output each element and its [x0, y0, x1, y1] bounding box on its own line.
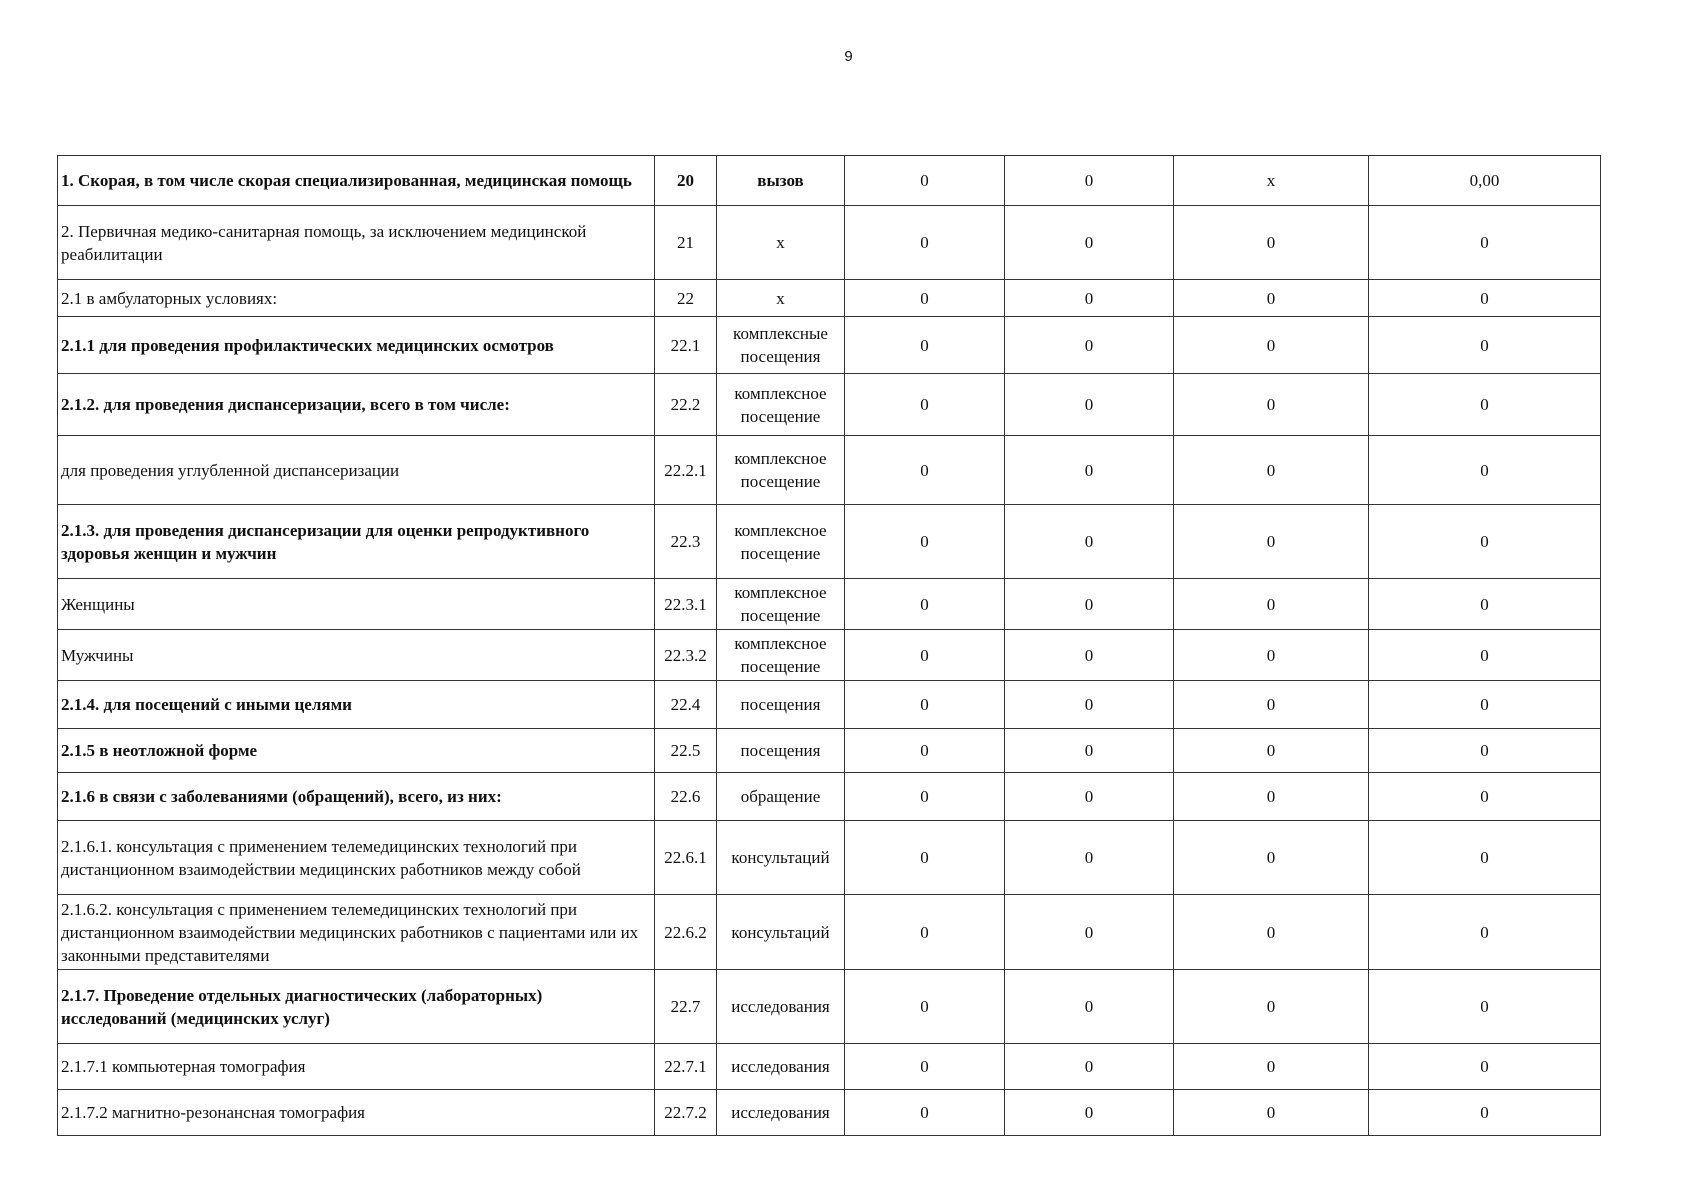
row-value-2-cell: 0	[1005, 630, 1174, 681]
table-row	[58, 317, 1601, 374]
row-name-cell: для проведения углубленной диспансеризации	[58, 436, 655, 505]
row-value-2-cell: 0	[1005, 317, 1174, 374]
row-unit-cell: исследования	[717, 1044, 845, 1090]
table-row	[58, 505, 1601, 579]
row-code-cell: 22.1	[655, 317, 717, 374]
table-row	[58, 773, 1601, 821]
row-value-4-cell: 0	[1369, 821, 1601, 895]
row-code-cell: 22.7	[655, 970, 717, 1044]
table-row	[58, 630, 1601, 681]
row-value-4-cell: 0	[1369, 773, 1601, 821]
table-row	[58, 374, 1601, 436]
row-value-1-cell: 0	[845, 821, 1005, 895]
table-row	[58, 280, 1601, 317]
row-name-cell: 2.1.6.2. консультация с применением телемедицинских технологий при дистанционном взаимодействии медицинских работников с пациентами или их законными представителями	[58, 895, 655, 970]
row-code-cell: 22.3	[655, 505, 717, 579]
row-name-cell: 2.1.2. для проведения диспансеризации, всего в том числе:	[58, 374, 655, 436]
row-value-3-cell: 0	[1174, 206, 1369, 280]
row-value-2-cell: 0	[1005, 206, 1174, 280]
row-code-cell: 22.6.2	[655, 895, 717, 970]
row-code-cell: 22.3.2	[655, 630, 717, 681]
table-row	[58, 821, 1601, 895]
table-row	[58, 1044, 1601, 1090]
row-name-cell: 2.1.1 для проведения профилактических медицинских осмотров	[58, 317, 655, 374]
row-code-cell: 22	[655, 280, 717, 317]
row-value-2-cell: 0	[1005, 729, 1174, 773]
row-value-3-cell: 0	[1174, 579, 1369, 630]
row-value-1-cell: 0	[845, 729, 1005, 773]
row-unit-cell: комплексное посещение	[717, 579, 845, 630]
row-code-cell: 22.2.1	[655, 436, 717, 505]
row-value-1-cell: 0	[845, 579, 1005, 630]
row-value-1-cell: 0	[845, 156, 1005, 206]
row-unit-cell: комплексное посещение	[717, 374, 845, 436]
row-unit-cell: комплексное посещение	[717, 505, 845, 579]
row-value-3-cell: 0	[1174, 895, 1369, 970]
row-value-4-cell: 0	[1369, 630, 1601, 681]
row-value-3-cell: х	[1174, 156, 1369, 206]
row-value-1-cell: 0	[845, 505, 1005, 579]
table-row	[58, 895, 1601, 970]
table-row	[58, 156, 1601, 206]
row-name-cell: Женщины	[58, 579, 655, 630]
row-name-cell: 2.1.7.1 компьютерная томография	[58, 1044, 655, 1090]
row-name-cell: 1. Скорая, в том числе скорая специализированная, медицинская помощь	[58, 156, 655, 206]
row-name-cell: 2.1.7.2 магнитно-резонансная томография	[58, 1090, 655, 1136]
row-value-2-cell: 0	[1005, 821, 1174, 895]
row-value-3-cell: 0	[1174, 681, 1369, 729]
row-value-4-cell: 0	[1369, 579, 1601, 630]
row-value-4-cell: 0	[1369, 317, 1601, 374]
row-value-4-cell: 0	[1369, 374, 1601, 436]
row-unit-cell: комплексное посещение	[717, 630, 845, 681]
row-unit-cell: х	[717, 280, 845, 317]
row-value-1-cell: 0	[845, 436, 1005, 505]
row-unit-cell: консультаций	[717, 821, 845, 895]
row-unit-cell: консультаций	[717, 895, 845, 970]
row-name-cell: 2.1.3. для проведения диспансеризации для оценки репродуктивного здоровья женщин и мужчин	[58, 505, 655, 579]
row-value-4-cell: 0	[1369, 280, 1601, 317]
row-value-2-cell: 0	[1005, 1090, 1174, 1136]
row-unit-cell: обращение	[717, 773, 845, 821]
table-row	[58, 970, 1601, 1044]
row-name-cell: 2.1.6 в связи с заболеваниями (обращений), всего, из них:	[58, 773, 655, 821]
row-value-3-cell: 0	[1174, 729, 1369, 773]
row-unit-cell: посещения	[717, 729, 845, 773]
row-code-cell: 22.7.1	[655, 1044, 717, 1090]
row-name-cell: 2.1.7. Проведение отдельных диагностических (лабораторных) исследований (медицинских услуг)	[58, 970, 655, 1044]
row-value-1-cell: 0	[845, 374, 1005, 436]
row-code-cell: 22.3.1	[655, 579, 717, 630]
row-value-4-cell: 0	[1369, 970, 1601, 1044]
table-row	[58, 681, 1601, 729]
row-code-cell: 22.2	[655, 374, 717, 436]
row-value-4-cell: 0,00	[1369, 156, 1601, 206]
row-value-3-cell: 0	[1174, 821, 1369, 895]
row-value-1-cell: 0	[845, 1090, 1005, 1136]
row-value-4-cell: 0	[1369, 1090, 1601, 1136]
table-row	[58, 206, 1601, 280]
page-number: 9	[844, 48, 853, 65]
row-value-4-cell: 0	[1369, 895, 1601, 970]
row-value-2-cell: 0	[1005, 374, 1174, 436]
row-value-1-cell: 0	[845, 970, 1005, 1044]
row-value-1-cell: 0	[845, 630, 1005, 681]
table-row	[58, 729, 1601, 773]
row-value-2-cell: 0	[1005, 436, 1174, 505]
row-value-2-cell: 0	[1005, 773, 1174, 821]
row-unit-cell: исследования	[717, 970, 845, 1044]
row-unit-cell: посещения	[717, 681, 845, 729]
row-value-2-cell: 0	[1005, 280, 1174, 317]
row-unit-cell: комплексные посещения	[717, 317, 845, 374]
table-row	[58, 1090, 1601, 1136]
row-value-3-cell: 0	[1174, 280, 1369, 317]
row-name-cell: 2.1.5 в неотложной форме	[58, 729, 655, 773]
row-name-cell: 2.1 в амбулаторных условиях:	[58, 280, 655, 317]
row-value-4-cell: 0	[1369, 505, 1601, 579]
row-value-4-cell: 0	[1369, 681, 1601, 729]
row-value-4-cell: 0	[1369, 206, 1601, 280]
row-code-cell: 22.4	[655, 681, 717, 729]
row-value-3-cell: 0	[1174, 436, 1369, 505]
row-value-3-cell: 0	[1174, 1090, 1369, 1136]
row-value-2-cell: 0	[1005, 970, 1174, 1044]
row-value-2-cell: 0	[1005, 505, 1174, 579]
row-name-cell: 2.1.6.1. консультация с применением телемедицинских технологий при дистанционном взаимодействии медицинских работников между собой	[58, 821, 655, 895]
row-name-cell: 2.1.4. для посещений с иными целями	[58, 681, 655, 729]
row-value-2-cell: 0	[1005, 156, 1174, 206]
row-value-3-cell: 0	[1174, 374, 1369, 436]
row-value-4-cell: 0	[1369, 1044, 1601, 1090]
table-body	[58, 156, 1601, 1136]
row-value-4-cell: 0	[1369, 436, 1601, 505]
row-value-1-cell: 0	[845, 681, 1005, 729]
row-value-3-cell: 0	[1174, 773, 1369, 821]
row-code-cell: 22.7.2	[655, 1090, 717, 1136]
row-unit-cell: вызов	[717, 156, 845, 206]
row-unit-cell: исследования	[717, 1090, 845, 1136]
row-code-cell: 21	[655, 206, 717, 280]
row-value-3-cell: 0	[1174, 1044, 1369, 1090]
row-value-2-cell: 0	[1005, 895, 1174, 970]
row-value-1-cell: 0	[845, 895, 1005, 970]
row-value-1-cell: 0	[845, 773, 1005, 821]
row-value-2-cell: 0	[1005, 1044, 1174, 1090]
row-code-cell: 22.5	[655, 729, 717, 773]
row-value-2-cell: 0	[1005, 681, 1174, 729]
row-code-cell: 20	[655, 156, 717, 206]
row-value-1-cell: 0	[845, 206, 1005, 280]
table-row	[58, 579, 1601, 630]
row-value-3-cell: 0	[1174, 970, 1369, 1044]
row-value-3-cell: 0	[1174, 505, 1369, 579]
data-table	[57, 155, 1601, 1136]
row-value-3-cell: 0	[1174, 630, 1369, 681]
row-value-1-cell: 0	[845, 317, 1005, 374]
row-value-1-cell: 0	[845, 280, 1005, 317]
row-value-3-cell: 0	[1174, 317, 1369, 374]
row-code-cell: 22.6.1	[655, 821, 717, 895]
row-name-cell: Мужчины	[58, 630, 655, 681]
row-code-cell: 22.6	[655, 773, 717, 821]
row-value-4-cell: 0	[1369, 729, 1601, 773]
row-name-cell: 2. Первичная медико-санитарная помощь, за исключением медицинской реабилитации	[58, 206, 655, 280]
row-value-2-cell: 0	[1005, 579, 1174, 630]
table-row	[58, 436, 1601, 505]
row-value-1-cell: 0	[845, 1044, 1005, 1090]
row-unit-cell: х	[717, 206, 845, 280]
row-unit-cell: комплексное посещение	[717, 436, 845, 505]
